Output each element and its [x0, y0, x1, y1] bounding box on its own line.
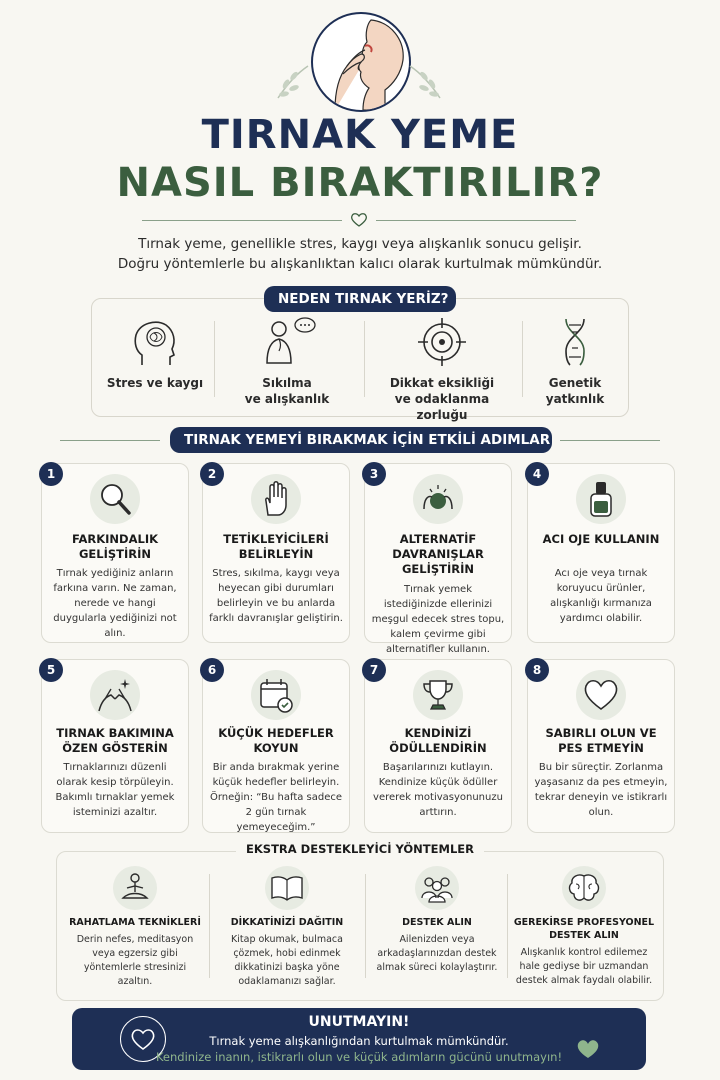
extra-icon-circle	[562, 866, 606, 910]
extra-desc: Alışkanlık kontrol edilemez hale gediyse bir uzmandan destek almak faydalı olabilir.	[515, 947, 653, 986]
steps-title: TIRNAK YEMEYİ BIRAKMAK İÇİN ETKİLİ ADIMLAR	[170, 427, 552, 453]
reasons-box	[91, 298, 629, 422]
target-icon	[415, 315, 469, 369]
step-card-5	[41, 659, 189, 833]
reason-separator	[364, 321, 365, 397]
step-number: 6	[200, 658, 224, 682]
extra-desc: Derin nefes, meditasyon veya egzersiz gibi yöntemlerle stresinizi azaltın.	[76, 934, 194, 987]
step-icon-circle	[576, 474, 626, 524]
dna-icon	[548, 315, 602, 369]
nail-biting-face-icon	[313, 14, 409, 110]
extra-desc: Kitap okumak, bulmaca çözmek, hobi edinmek dikkatinizi başka yöne odaklamanızı sağlar.	[231, 934, 343, 987]
magnifier-icon	[95, 479, 135, 519]
step-card-8	[527, 659, 675, 833]
meditation-icon	[117, 870, 153, 906]
reasons-title: NEDEN TIRNAK YERİZ?	[264, 286, 456, 312]
extra-title: DİKKATİNİZİ DAĞITIN	[230, 917, 344, 928]
step-number: 3	[362, 462, 386, 486]
step-title: KENDİNİZİ ÖDÜLLENDİRİN	[389, 726, 487, 755]
extra-icon-circle	[265, 866, 309, 910]
extra-item-support	[373, 866, 501, 975]
stress-ball-icon	[418, 479, 458, 519]
extra-title: DESTEK ALIN	[402, 917, 472, 928]
brain-icon	[566, 870, 602, 906]
step-desc: Stres, sıkılma, kaygı veya heyecan gibi durumları belirleyin ve bu anlarda farklı davranışlar geliştirin.	[209, 568, 343, 624]
footer-line-2: Kendinize inanın, istikrarlı olun ve küçük adımların gücünü unutmayın!	[155, 1050, 563, 1064]
step-number: 2	[200, 462, 224, 486]
reason-boredom	[222, 315, 352, 407]
step-icon-circle	[413, 474, 463, 524]
reason-label-4: Genetik	[548, 376, 602, 390]
footer-heart-filled-icon	[576, 1038, 600, 1060]
nail-polish-icon	[581, 479, 621, 519]
reason-separator	[522, 321, 523, 397]
footer-title: UNUTMAYIN!	[308, 1014, 410, 1030]
sparkle-hands-icon	[95, 675, 135, 715]
step-desc: Acı oje veya tırnak koruyucu ürünler, alışkanlığı kırmanıza yardımcı olabilir.	[550, 568, 652, 624]
step-desc: Bir anda bırakmak yerine küçük hedefler belirleyin. Örneğin: “Bu hafta sadece 2 gün tırnak yemeyeceğim.”	[209, 762, 343, 833]
reason-separator	[214, 321, 215, 397]
title-line-1: TIRNAK YEME	[201, 112, 519, 158]
extra-separator	[365, 874, 366, 978]
title-divider-left	[142, 220, 342, 221]
book-icon	[269, 870, 305, 906]
intro-text	[60, 234, 660, 274]
extra-item-relax	[69, 866, 201, 989]
extra-title: RAHATLAMA TEKNİKLERİ	[69, 917, 201, 928]
brain-head-icon	[128, 315, 182, 369]
hand-icon	[256, 479, 296, 519]
reason-label-1: Stres ve kaygı	[106, 376, 204, 390]
step-title: KÜÇÜK HEDEFLER KOYUN	[218, 726, 334, 755]
extra-icon-circle	[415, 866, 459, 910]
extra-section-title-text: EKSTRA DESTEKLEYİCİ YÖNTEMLER	[236, 842, 484, 856]
step-desc: Tırnak yediğiniz anların farkına varın. Ne zaman, nerede ve hangi duygularla yediğinizi not alın.	[53, 568, 177, 639]
step-icon-circle	[576, 670, 626, 720]
reason-attention	[368, 315, 516, 423]
step-number: 5	[39, 658, 63, 682]
left-leaf-icon	[272, 62, 312, 102]
step-number: 7	[362, 658, 386, 682]
footer-line-1: Tırnak yeme alışkanlığından kurtulmak mümkündür.	[209, 1034, 509, 1048]
step-desc: Başarılarınızı kutlayın. Kendinize küçük ödüller vererek motivasyonunuzu arttırın.	[373, 762, 503, 818]
step-number: 8	[525, 658, 549, 682]
step-number: 4	[525, 462, 549, 486]
step-card-6	[202, 659, 350, 833]
step-card-1	[41, 463, 189, 643]
step-card-4	[527, 463, 675, 643]
extra-icon-circle	[113, 866, 157, 910]
footer-banner	[72, 1008, 646, 1070]
step-title: ACI OJE KULLANIN	[542, 532, 660, 546]
step-desc: Tırnak yemek istediğinizde ellerinizi meşgul edecek stres topu, kalem çevirme gibi alternatifler kullanın.	[371, 584, 505, 655]
step-icon-circle	[90, 670, 140, 720]
group-icon	[419, 870, 455, 906]
heart-icon	[581, 675, 621, 715]
calendar-check-icon	[256, 675, 296, 715]
step-card-3	[364, 463, 512, 655]
reason-label-2b: ve alışkanlık	[244, 392, 330, 406]
step-card-2	[202, 463, 350, 643]
right-leaf-icon	[406, 62, 446, 102]
step-icon-circle	[413, 670, 463, 720]
extra-title: GEREKİRSE PROFESYONEL DESTEK ALIN	[513, 917, 655, 941]
reason-genetic	[528, 315, 622, 407]
step-icon-circle	[251, 670, 301, 720]
step-icon-circle	[251, 474, 301, 524]
reason-label-4b: yatkınlık	[545, 392, 605, 406]
step-title: FARKINDALIK GELİŞTİRİN	[71, 532, 159, 561]
step-title: TIRNAK BAKIMINA ÖZEN GÖSTERİN	[56, 726, 174, 755]
reason-label-3: Dikkat eksikliği	[389, 376, 495, 390]
step-title: SABIRLI OLUN VE PES ETMEYİN	[545, 726, 657, 755]
step-icon-circle	[90, 474, 140, 524]
step-title: ALTERNATİF DAVRANIŞLAR GELİŞTİRİN	[392, 532, 484, 576]
hero-illustration	[311, 12, 411, 112]
extra-item-professional	[513, 866, 655, 988]
title-line-2: NASIL BIRAKTIRILIR?	[116, 160, 604, 206]
intro-line-2: Doğru yöntemlerle bu alışkanlıktan kalıcı olarak kurtulmak mümkündür.	[117, 256, 603, 272]
title-divider-right	[376, 220, 576, 221]
reason-label-3b: ve odaklanma zorluğu	[394, 392, 490, 422]
step-number: 1	[39, 462, 63, 486]
extra-item-distract	[217, 866, 357, 989]
extra-box	[56, 851, 664, 1001]
extra-separator	[209, 874, 210, 978]
intro-line-1: Tırnak yeme, genellikle stres, kaygı veya alışkanlık sonucu gelişir.	[138, 236, 582, 252]
trophy-icon	[418, 675, 458, 715]
divider-heart-icon	[350, 212, 368, 228]
extra-separator	[507, 874, 508, 978]
step-card-7	[364, 659, 512, 833]
steps-divider-left	[60, 440, 160, 441]
step-desc: Tırnaklarınızı düzenli olarak kesip törpüleyin. Bakımlı tırnaklar yemek isteminizi azaltır.	[55, 762, 175, 818]
step-desc: Bu bir süreçtir. Zorlanma yaşasanız da pes etmeyin, tekrar deneyin ve istikrarlı olun.	[534, 762, 668, 818]
step-title: TETİKLEYİCİLERİ BELİRLEYİN	[223, 532, 329, 561]
reason-stress	[100, 315, 210, 391]
bored-person-icon	[257, 315, 317, 369]
extra-desc: Ailenizden veya arkadaşlarınızdan destek almak süreci kolaylaştırır.	[376, 934, 498, 973]
steps-divider-right	[560, 440, 660, 441]
extra-section-title	[0, 842, 720, 856]
reason-label-2: Sıkılma	[262, 376, 312, 390]
